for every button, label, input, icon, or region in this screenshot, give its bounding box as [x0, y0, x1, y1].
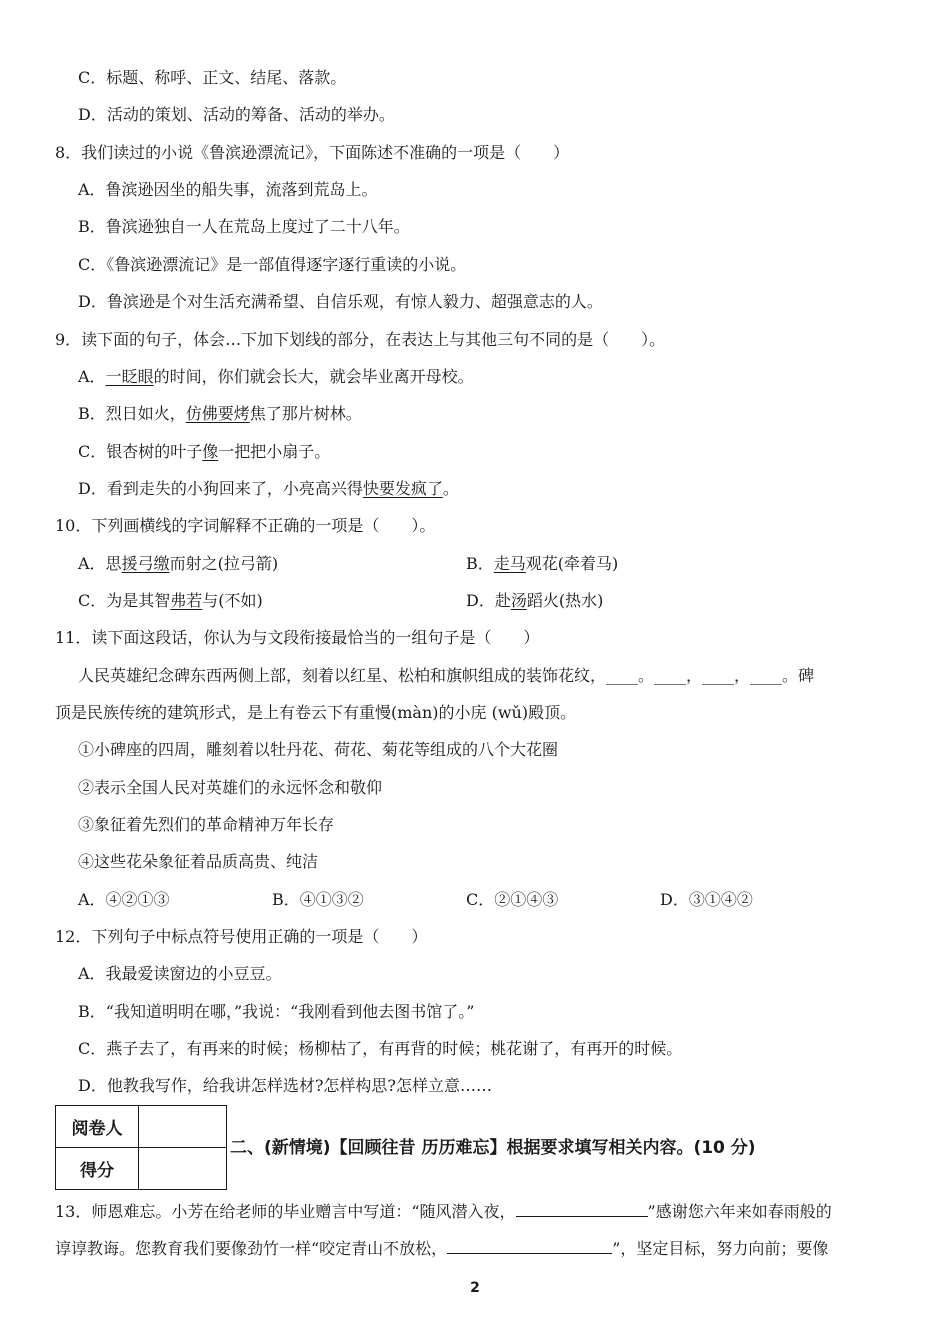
- q9-option-d-prefix: D．看到走失的小狗回来了，小亮高兴得: [78, 479, 363, 498]
- page-number: 2: [470, 1280, 480, 1296]
- q7-option-c: C．标题、称呼、正文、结尾、落款。: [78, 68, 347, 87]
- reviewer-cell: [139, 1106, 227, 1148]
- q13-line-2-suffix: ”，坚定目标，努力向前；要像: [612, 1239, 829, 1258]
- q13-blank-2[interactable]: [447, 1237, 612, 1254]
- q10-option-a: [78, 553, 278, 575]
- q12-stem: 12．下列句子中标点符号使用正确的一项是（ ）: [55, 927, 428, 946]
- q9-option-a-underlined: 一眨眼: [105, 367, 154, 386]
- q13-line-1-prefix: 13．师恩难忘。小芳在给老师的毕业赠言中写道：“随风潜入夜，: [55, 1202, 516, 1221]
- q9-option-c: [78, 441, 330, 463]
- q12-option-b: B．“我知道明明在哪，”我说：“我刚看到他去图书馆了。”: [78, 1002, 475, 1021]
- q10-option-c: [78, 590, 263, 612]
- q13-line-2: [55, 1237, 828, 1260]
- q9-option-b: [78, 403, 362, 425]
- q10-option-a-underlined: 援弓缴: [121, 554, 170, 573]
- q11-option-c: C．②①④③: [466, 890, 559, 909]
- q10-option-a-suffix: 而射之(拉弓箭): [169, 554, 279, 573]
- q10-option-b-underlined: 走马: [493, 554, 526, 573]
- q10-option-b: [466, 553, 618, 575]
- q11-stem: 11．读下面这段话，你认为与文段衔接最恰当的一组句子是（ ）: [55, 628, 540, 647]
- q10-option-c-prefix: C．为是其智: [78, 591, 171, 610]
- q13-line-2-prefix: 谆谆教诲。您教育我们要像劲竹一样“咬定青山不放松，: [55, 1239, 448, 1258]
- q9-option-a-prefix: A．: [78, 367, 106, 386]
- q8-option-d: D．鲁滨逊是个对生活充满希望、自信乐观，有惊人毅力、超强意志的人。: [78, 292, 603, 311]
- q11-passage-line-2: 顶是民族传统的建筑形式，是上有卷云下有重慢(màn)的小庑 (wǔ)殿顶。: [55, 703, 577, 722]
- q10-option-d-suffix: 蹈火(热水): [526, 591, 604, 610]
- q12-option-a: A．我最爱读窗边的小豆豆。: [78, 964, 282, 983]
- q9-option-b-underlined: 仿佛要烤: [185, 404, 250, 423]
- q9-option-d-underlined: 快要发疯了: [362, 479, 443, 498]
- reviewer-label: 阅卷人: [56, 1106, 139, 1148]
- q11-passage-line-1: 人民英雄纪念碑东西两侧上部，刻着以红星、松柏和旗帜组成的装饰花纹，____。____，____，____。碑: [78, 666, 815, 685]
- score-label: 得分: [56, 1148, 139, 1190]
- q9-option-c-prefix: C．银杏树的叶子: [78, 442, 203, 461]
- section-2-title: 二、(新情境)【回顾往昔 历历难忘】根据要求填写相关内容。(10 分): [230, 1138, 756, 1158]
- q13-line-1: [55, 1200, 832, 1223]
- q8-stem: 8．我们读过的小说《鲁滨逊漂流记》，下面陈述不准确的一项是（ ）: [55, 143, 570, 162]
- q10-option-a-prefix: A．思: [78, 554, 122, 573]
- q9-option-d: [78, 478, 459, 500]
- q11-option-b: B．④①③②: [272, 890, 364, 909]
- q9-stem: 9．读下面的句子，体会…下加下划线的部分，在表达上与其他三句不同的是（ ）。: [55, 330, 666, 349]
- q11-option-d: D．③①④②: [660, 890, 753, 909]
- q9-option-a-suffix: 的时间，你们就会长大，就会毕业离开母校。: [153, 367, 474, 386]
- q13-blank-1[interactable]: [516, 1200, 648, 1217]
- q10-option-d-underlined: 汤: [510, 591, 527, 610]
- q10-option-c-underlined: 弗若: [170, 591, 203, 610]
- q10-option-c-suffix: 与(不如): [202, 591, 263, 610]
- q12-option-d: D．他教我写作，给我讲怎样选材?怎样构思?怎样立意……: [78, 1076, 492, 1095]
- q10-option-d-prefix: D．赴: [466, 591, 511, 610]
- q9-option-a: [78, 366, 474, 388]
- q11-item-2: ②表示全国人民对英雄们的永远怀念和敬仰: [78, 778, 383, 797]
- q12-option-c: C．燕子去了，有再来的时候；杨柳枯了，有再背的时候；桃花谢了，有再开的时候。: [78, 1039, 683, 1058]
- q11-item-1: ①小碑座的四周，雕刻着以牡丹花、荷花、菊花等组成的八个大花圈: [78, 740, 559, 759]
- q10-option-b-suffix: 观花(牵着马): [525, 554, 619, 573]
- q10-stem: 10．下列画横线的字词解释不正确的一项是（ ）。: [55, 516, 436, 535]
- q11-option-a: A．④②①③: [78, 890, 170, 909]
- q9-option-c-underlined: 像: [202, 442, 219, 461]
- q10-option-d: [466, 590, 603, 612]
- q8-option-b: B．鲁滨逊独自一人在荒岛上度过了二十八年。: [78, 217, 410, 236]
- q9-option-b-prefix: B．烈日如火，: [78, 404, 186, 423]
- q9-option-b-suffix: 焦了那片树林。: [249, 404, 362, 423]
- q10-option-b-prefix: B．: [466, 554, 494, 573]
- q11-item-4: ④这些花朵象征着品质高贵、纯洁: [78, 852, 319, 871]
- q7-option-d: D．活动的策划、活动的筹备、活动的举办。: [78, 105, 395, 124]
- score-table: [55, 1105, 227, 1190]
- q13-line-1-suffix: ”感谢您六年来如春雨般的: [647, 1202, 832, 1221]
- q8-option-c: C．《鲁滨逊漂流记》是一部值得逐字逐行重读的小说。: [78, 255, 467, 274]
- q8-option-a: A．鲁滨逊因坐的船失事，流落到荒岛上。: [78, 180, 378, 199]
- q9-option-d-suffix: 。: [442, 479, 459, 498]
- q11-item-3: ③象征着先烈们的革命精神万年长存: [78, 815, 335, 834]
- q9-option-c-suffix: 一把把小扇子。: [218, 442, 331, 461]
- score-cell: [139, 1148, 227, 1190]
